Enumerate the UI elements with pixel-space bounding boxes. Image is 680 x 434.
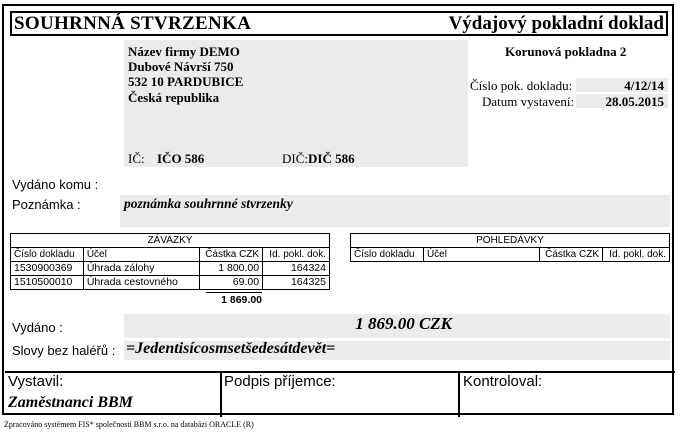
dic-label: DIČ: — [282, 151, 308, 166]
document-type: Výdajový pokladní doklad — [448, 13, 664, 34]
liabilities-table — [10, 233, 330, 290]
row-amount: 1 800.00 — [200, 262, 263, 276]
col-amount: Částka CZK — [540, 248, 603, 262]
col-register-id: Id. pokl. dok. — [603, 248, 670, 262]
signature-divider — [458, 371, 460, 417]
issued-by-value: Zaměstnanci BBM — [8, 394, 133, 411]
col-doc-number: Číslo dokladu — [351, 248, 424, 262]
issued-label: Vydáno : — [12, 320, 63, 335]
row-doc-number: 1510500010 — [11, 276, 84, 290]
amount-in-words: =Jedentisícosmsetšedesátdevět= — [126, 340, 336, 357]
table-row — [11, 276, 330, 290]
row-purpose: Úhrada cestovného — [83, 276, 199, 290]
dic-value: DIČ 586 — [308, 151, 355, 166]
row-register-id: 164325 — [263, 276, 330, 290]
row-amount: 69.00 — [200, 276, 263, 290]
footer-note: Zpracováno systémem FIS* společnosti BBM s.r.o. na databázi ORACLE (R) — [4, 420, 254, 429]
cash-register: Korunová pokladna 2 — [505, 44, 627, 59]
col-purpose: Účel — [83, 248, 199, 262]
ico-label: IČ: — [128, 151, 145, 166]
row-doc-number: 1530900369 — [11, 262, 84, 276]
company-name: Název firmy DEMO — [128, 44, 240, 59]
checked-by-label: Kontroloval: — [463, 373, 543, 390]
issued-amount: 1 869.00 CZK — [355, 314, 452, 333]
receivables-table — [350, 233, 670, 262]
col-register-id: Id. pokl. dok. — [263, 248, 330, 262]
liabilities-total: 1 869.00 — [206, 292, 262, 306]
row-purpose: Úhrada zálohy — [83, 262, 199, 276]
company-street: Dubové Návrší 750 — [128, 59, 234, 74]
document-title: SOUHRNNÁ STVRZENKA — [14, 13, 252, 34]
col-purpose: Účel — [423, 248, 539, 262]
doc-date-label: Datum vystavení: — [482, 94, 575, 109]
receivables-title: POHLEDÁVKY — [351, 234, 670, 248]
recipient-signature-label: Podpis příjemce: — [224, 373, 336, 390]
row-register-id: 164324 — [263, 262, 330, 276]
company-country: Česká republika — [128, 90, 220, 105]
note-label: Poznámka : — [12, 197, 81, 212]
col-doc-number: Číslo dokladu — [11, 248, 84, 262]
ico-value: IČO 586 — [157, 151, 205, 166]
liabilities-title: ZÁVAZKY — [11, 234, 330, 248]
issued-to-label: Vydáno komu : — [12, 177, 99, 192]
doc-number-value: 4/12/14 — [624, 78, 664, 93]
signature-divider — [220, 371, 222, 417]
issued-by-label: Vystavil: — [8, 373, 64, 390]
company-city: 532 10 PARDUBICE — [128, 74, 244, 89]
words-label: Slovy bez haléřů : — [12, 343, 116, 358]
table-row — [11, 262, 330, 276]
doc-date-value: 28.05.2015 — [605, 94, 664, 109]
note-value: poznámka souhrnné stvrzenky — [124, 196, 293, 211]
doc-number-label: Číslo pok. dokladu: — [470, 78, 573, 93]
col-amount: Částka CZK — [200, 248, 263, 262]
